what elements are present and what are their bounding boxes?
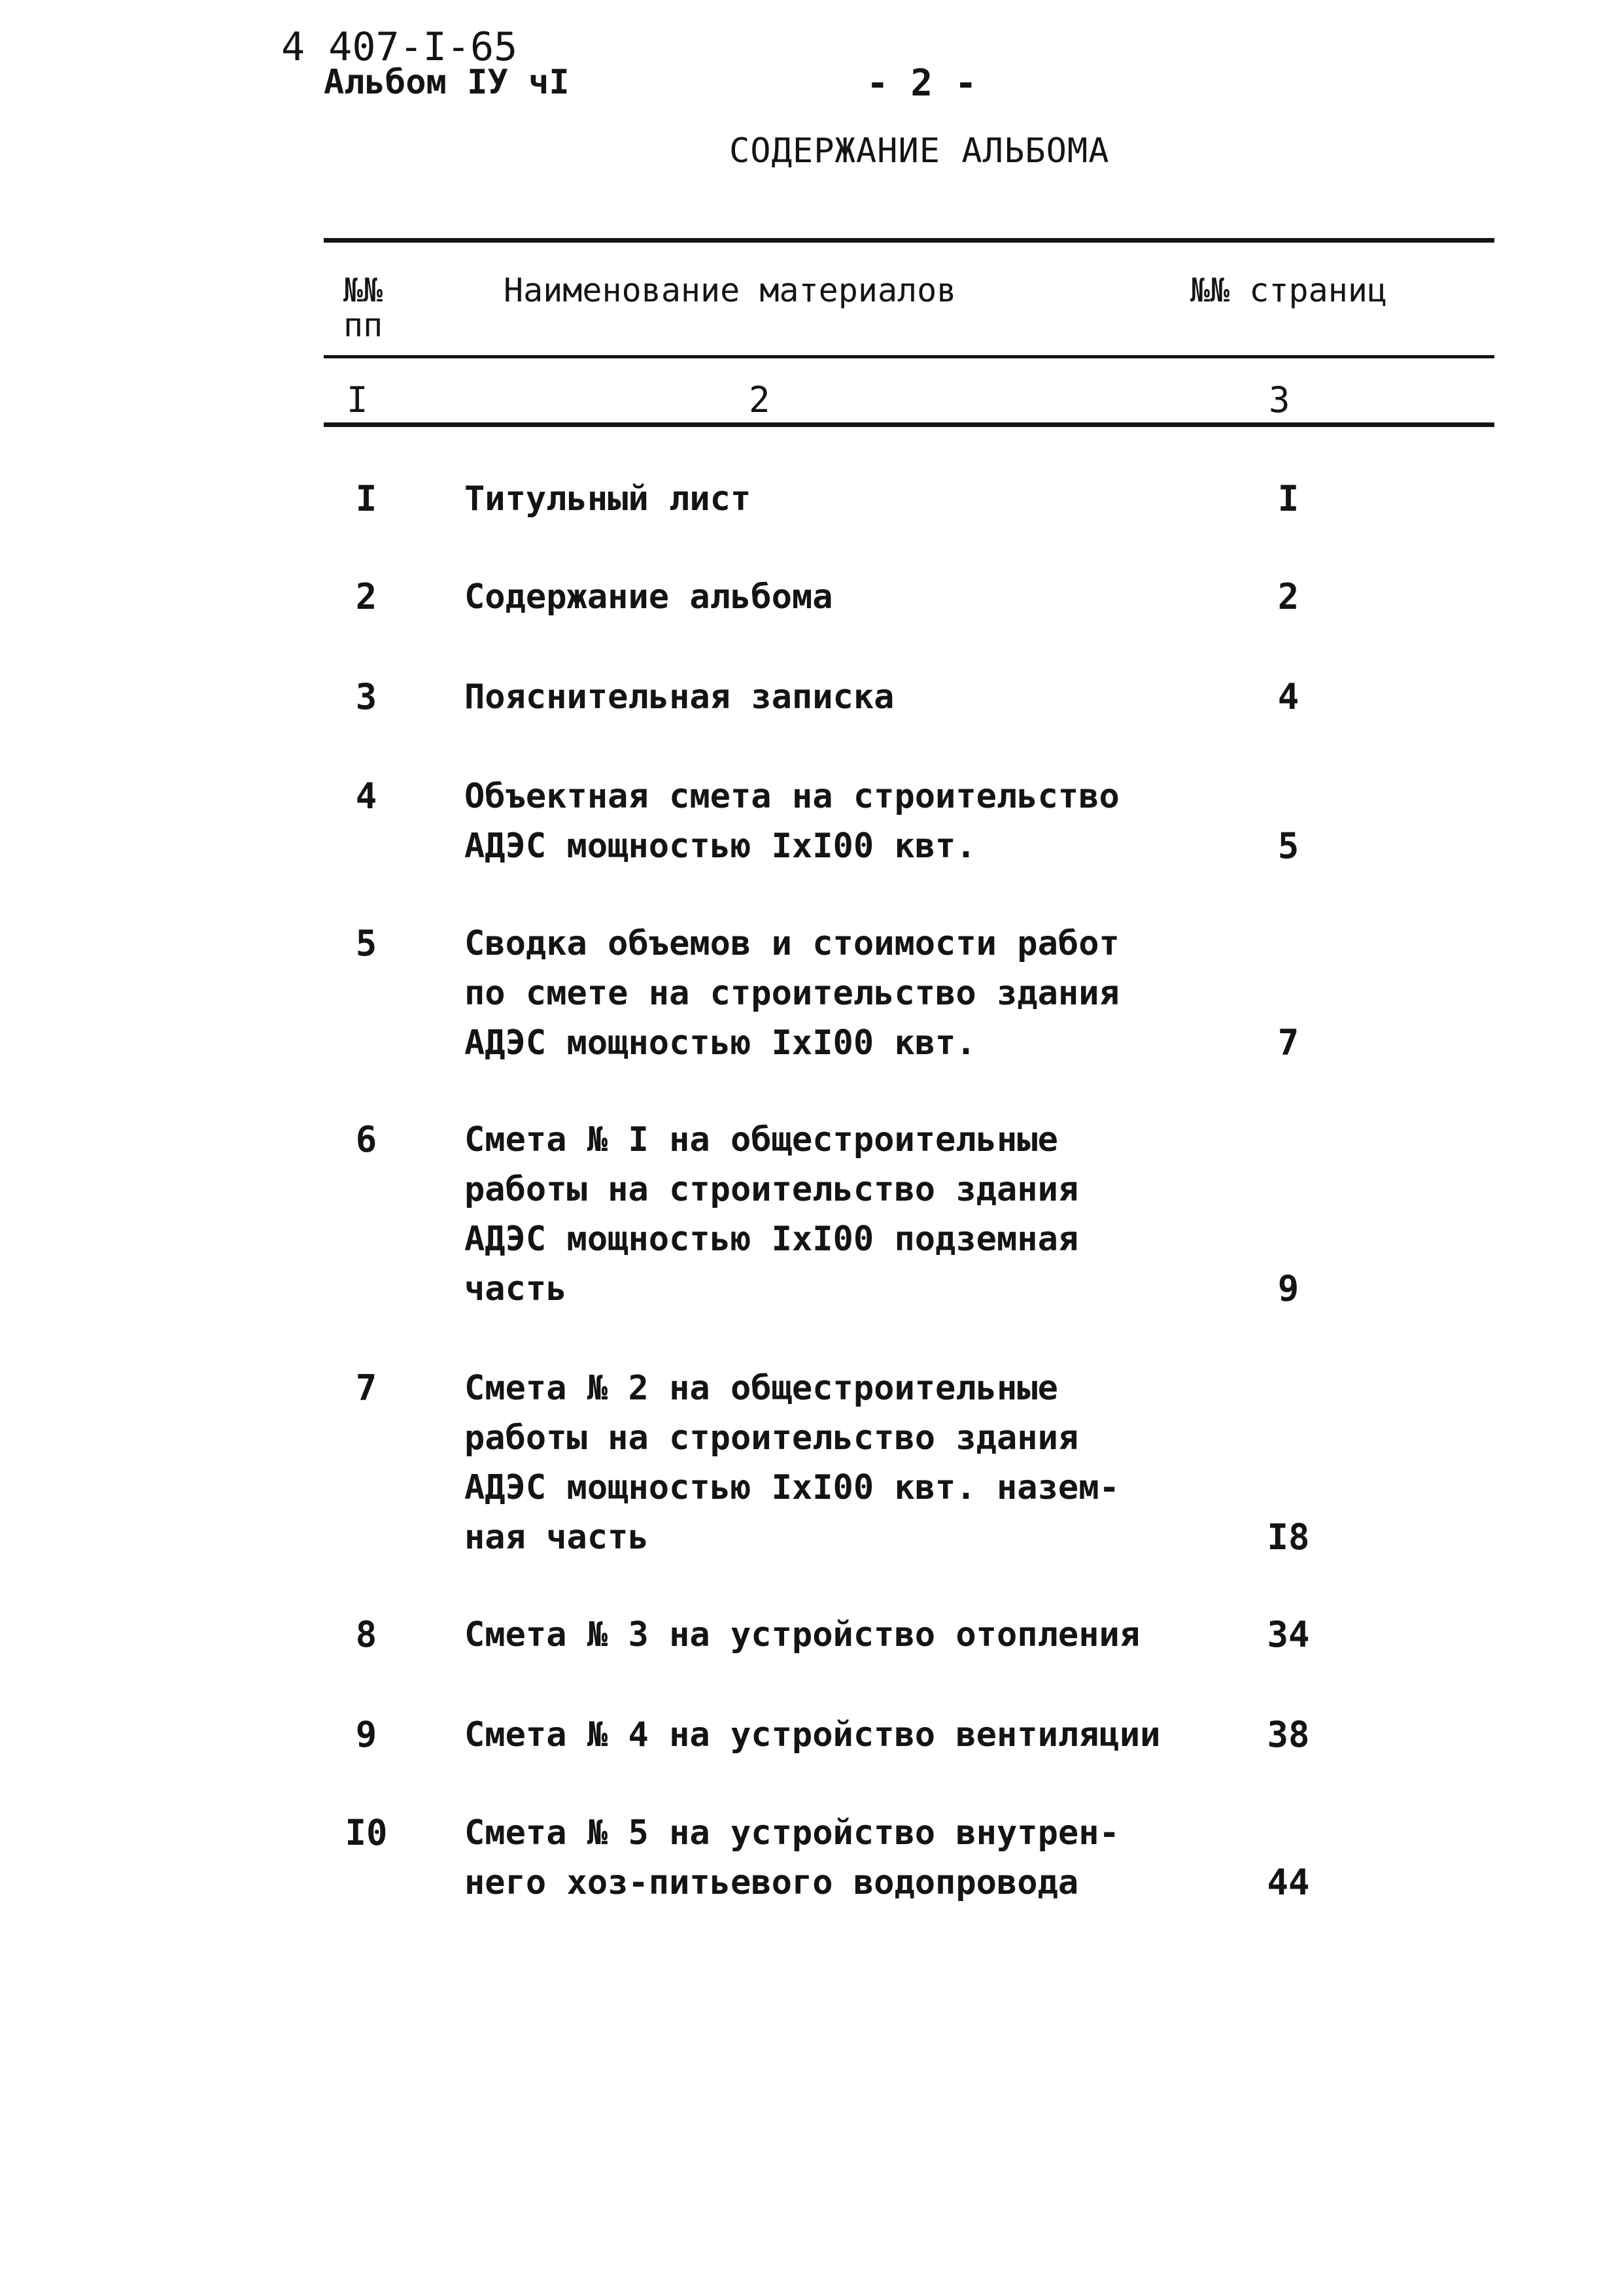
row-page: 9 [1277, 1268, 1299, 1309]
header-pages: №№ страниц [1190, 271, 1388, 309]
row-number: 2 [355, 576, 377, 617]
page-number: - 2 - [867, 62, 977, 105]
row-name: Смета № 4 на устройство вентиляции [464, 1715, 1161, 1755]
page-title: СОДЕРЖАНИЕ АЛЬБОМА [729, 131, 1110, 171]
album-label: Альбом IУ чI [324, 63, 570, 102]
row-number: 6 [355, 1119, 377, 1160]
row-number: 8 [355, 1614, 377, 1655]
row-page: I8 [1267, 1516, 1310, 1558]
column-index-2: 2 [749, 379, 770, 420]
row-page: 5 [1277, 825, 1299, 866]
row-page: I [1277, 478, 1299, 519]
row-page: 2 [1277, 576, 1299, 617]
row-number: I0 [345, 1812, 388, 1853]
header-rule [324, 355, 1494, 358]
header-num: №№ пп [343, 271, 383, 344]
column-index-1: I [347, 379, 368, 420]
document-code: 4 407-I-65 [281, 24, 518, 70]
row-number: 7 [355, 1367, 377, 1409]
row-name: Титульный лист [464, 479, 751, 519]
row-number: I [355, 478, 377, 519]
row-name: Пояснительная записка [464, 677, 895, 717]
row-number: 4 [355, 776, 377, 817]
row-page: 4 [1277, 676, 1299, 717]
column-index-3: 3 [1269, 379, 1290, 420]
row-name: Содержание альбома [464, 577, 833, 617]
row-number: 5 [355, 923, 377, 964]
row-page: 34 [1267, 1614, 1310, 1655]
row-number: 3 [355, 676, 377, 717]
row-page: 44 [1267, 1862, 1310, 1903]
row-page: 7 [1277, 1022, 1299, 1063]
row-name: Смета № I на общестроительные работы на строительство здания АДЭС мощностью IxI00 подземная часть [464, 1120, 1079, 1309]
row-number: 9 [355, 1714, 377, 1755]
row-name: Сводка объемов и стоимости работ по смете на строительство здания АДЭС мощностью IxI00 квт. [464, 924, 1120, 1063]
index-rule [324, 422, 1494, 427]
row-page: 38 [1267, 1714, 1310, 1755]
row-name: Объектная смета на строительство АДЭС мощностью IxI00 квт. [464, 777, 1120, 866]
row-name: Смета № 2 на общестроительные работы на строительство здания АДЭС мощностью IxI00 квт. назем- ная часть [464, 1369, 1120, 1557]
row-name: Смета № 3 на устройство отопления [464, 1615, 1141, 1654]
table-top-rule [324, 238, 1494, 243]
row-name: Смета № 5 на устройство внутрен- него хоз-питьевого водопровода [464, 1813, 1120, 1902]
header-name: Наименование материалов [504, 271, 957, 309]
